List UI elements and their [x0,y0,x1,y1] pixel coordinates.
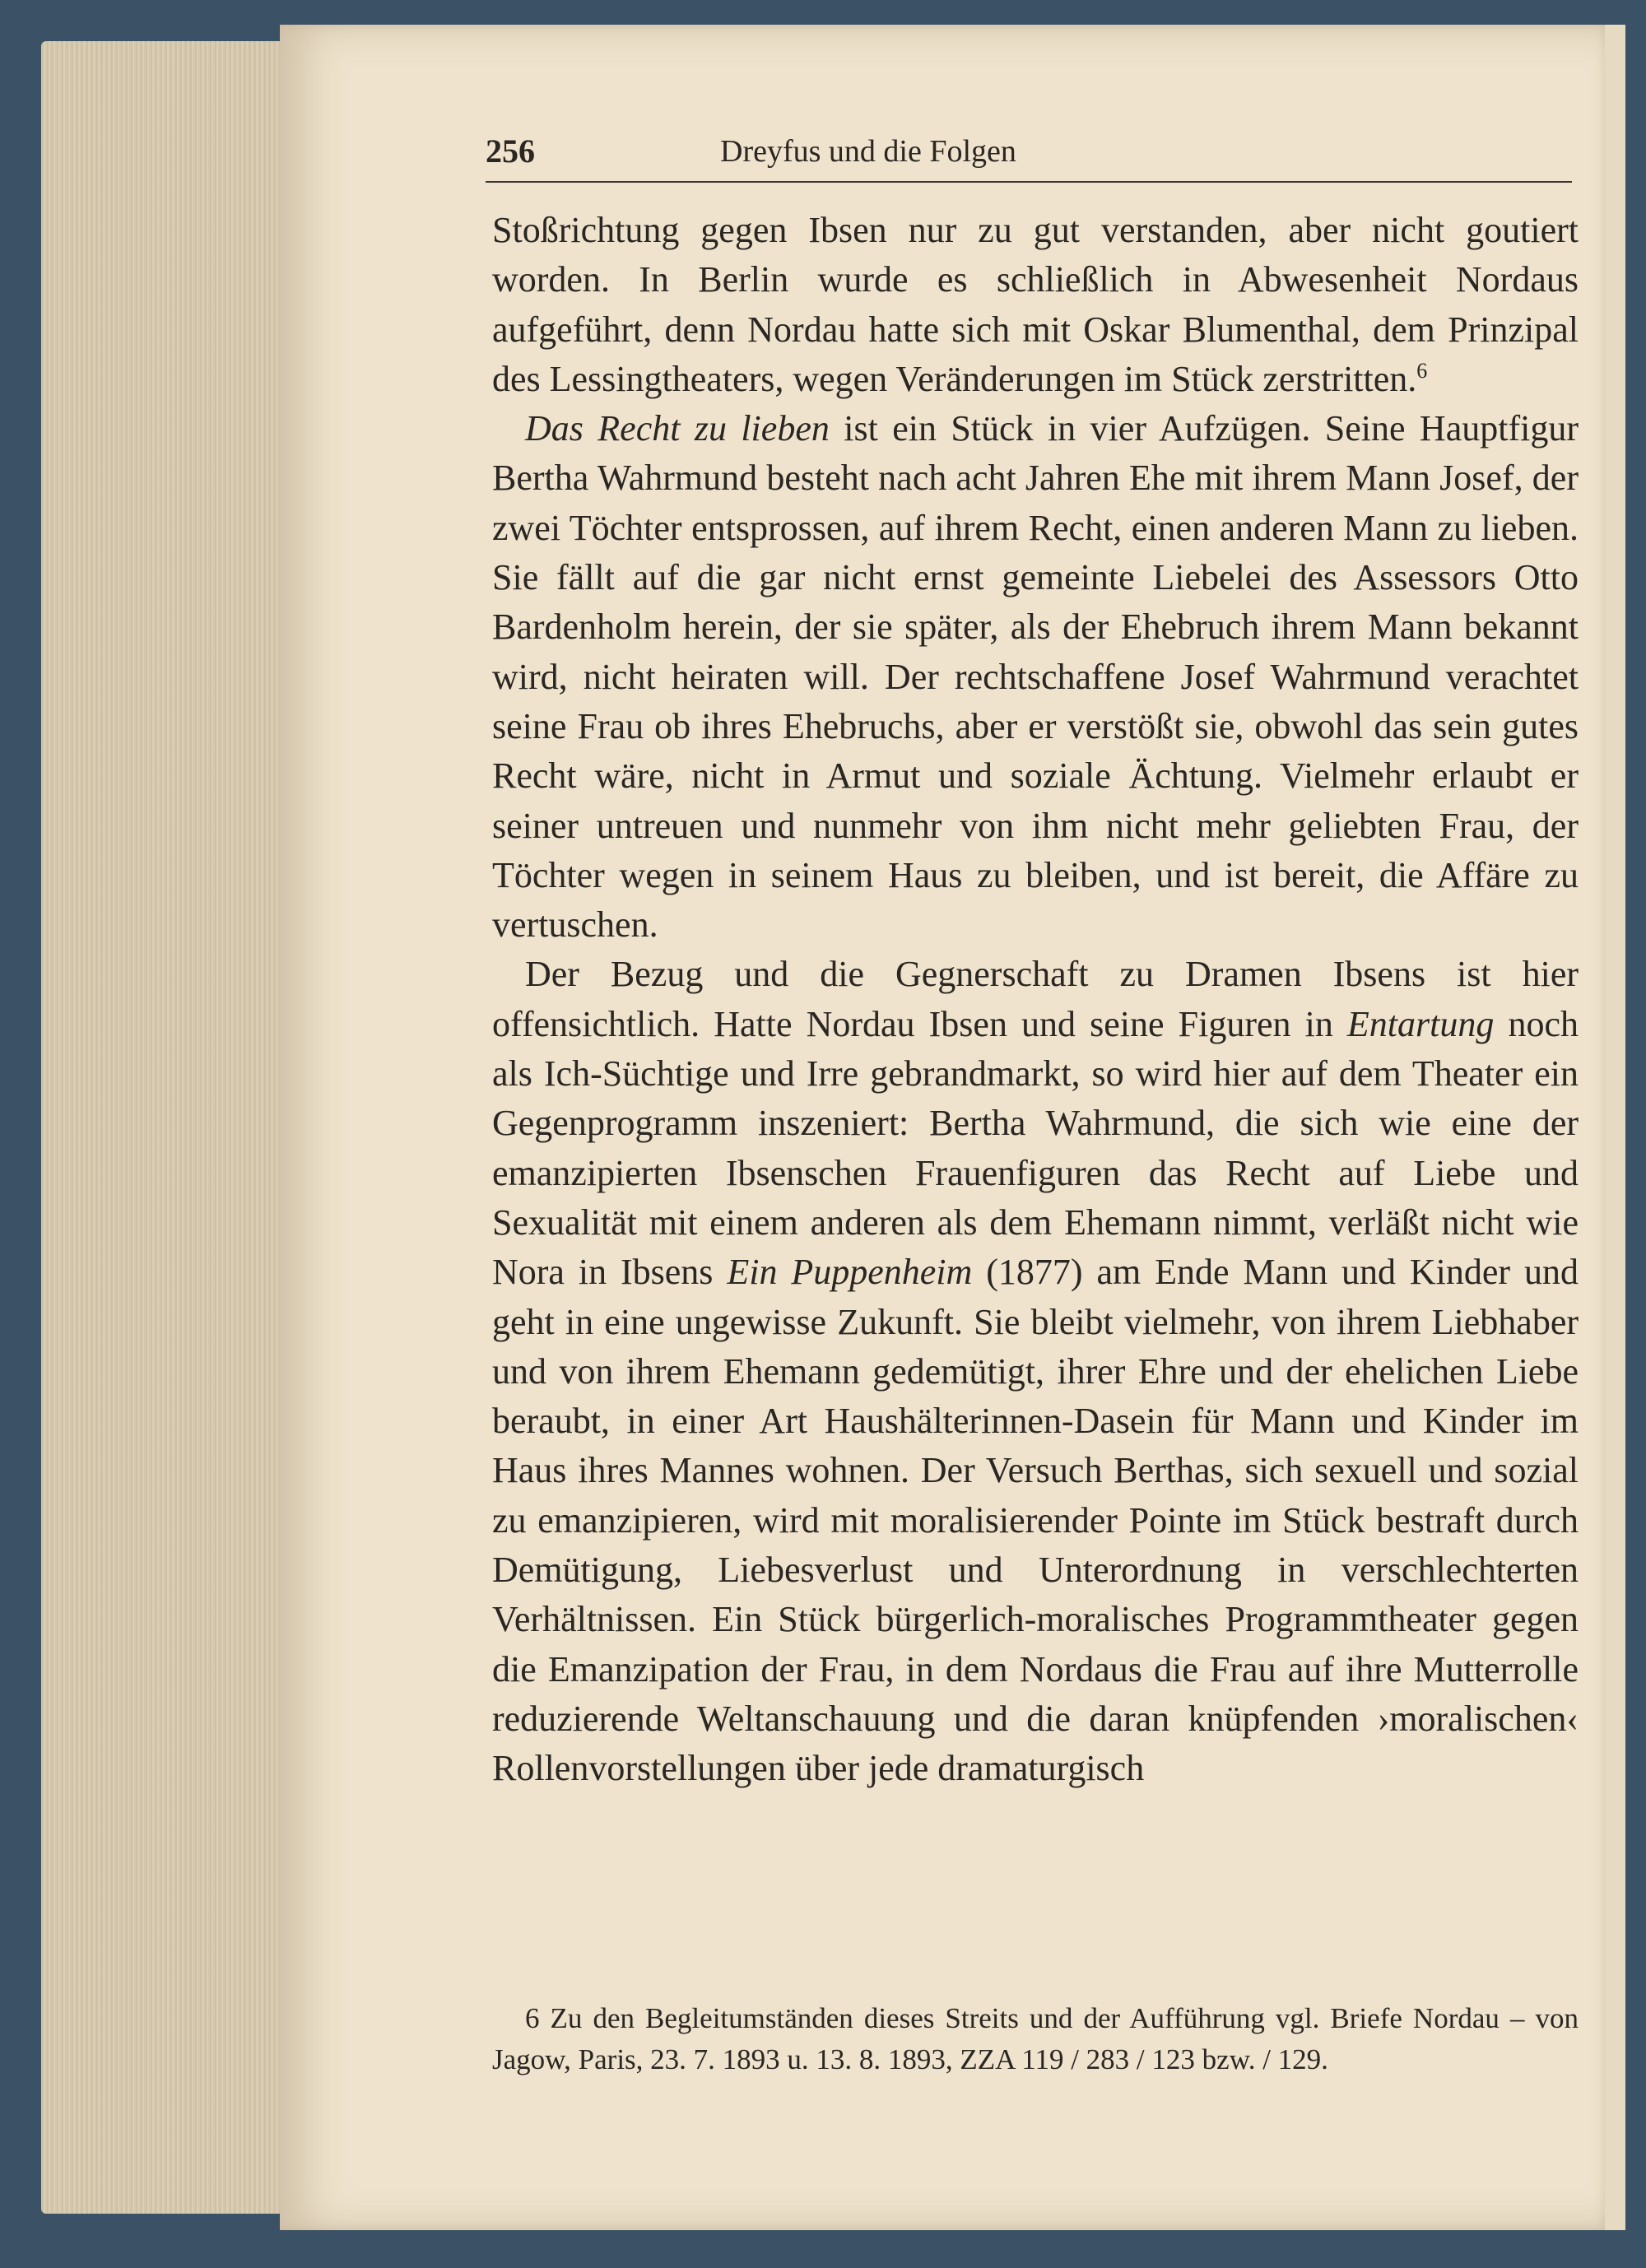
footnote [492,1998,1579,2080]
paragraph-1 [492,206,1579,404]
paragraph-3 [492,950,1579,1793]
footnote-reference: 6 [1416,358,1428,383]
paragraph-3-text-b: noch als Ich-Süchtige und Irre gebrandmarkt, so wird hier auf dem Theater ein Gegenprogramm inszeniert: Bertha Wahrmund, die sich wie eine der emanzipierten Ibsenschen Frauenfiguren das Recht auf Liebe und Sexualität mit einem anderen als dem Ehemann nimmt, verläßt nicht wie Nora in Ibsens [492,1003,1579,1293]
paragraph-3-text-c: (1877) am Ende Mann und Kinder und geht in eine ungewisse Zukunft. Sie bleibt vielmehr, von ihrem Liebhaber und von ihrem Ehemann gedemütigt, ihrer Ehre und der ehelichen Liebe beraubt, in einer Art Haushälterinnen-Dasein für Mann und Kinder im Haus ihres Mannes wohnen. Der Versuch Berthas, sich sexuell und sozial zu emanzipieren, wird mit moralisierender Pointe im Stück bestraft durch Demütigung, Liebesverlust und Unterordnung in verschlechterten Verhältnissen. Ein Stück bürgerlich-moralisches Programmtheater gegen die Emanzipation der Frau, in dem Nordaus die Frau auf ihre Mutterrolle reduzierende Weltanschauung und die daran knüpfenden ›moralischen‹ Rollenvorstellungen über jede dramaturgisch [492,1252,1579,1789]
paragraph-2-text: ist ein Stück in vier Aufzügen. Seine Hauptfigur Bertha Wahrmund besteht nach acht Jahren Ehe mit ihrem Mann Josef, der zwei Töchter entsprossen, auf ihrem Recht, einen anderen Mann zu lieben. Sie fällt auf die gar nicht ernst gemeinte Liebelei des Assessors Otto Bardenholm herein, der sie später, als der Ehebruch ihrem Mann bekannt wird, nicht heiraten will. Der rechtschaffene Josef Wahrmund verachtet seine Frau ob ihres Ehebruchs, aber er verstößt sie, obwohl das sein gutes Recht wäre, nicht in Armut und soziale Ächtung. Vielmehr erlaubt er seiner untreuen und nunmehr von ihm nicht mehr geliebten Frau, der Töchter wegen in seinem Haus zu bleiben, und ist bereit, die Affäre zu vertuschen. [492,408,1579,946]
footnote-text: Zu den Begleitumständen dieses Streits und der Aufführung vgl. Briefe Nordau – von Jagow, Paris, 23. 7. 1893 u. 13. 8. 1893, ZZA 119 / 283 / 123 bzw. / 129. [492,2002,1579,2075]
book-page-edges [41,41,288,2214]
running-title: Dreyfus und die Folgen [720,134,1016,169]
paragraph-3-text-a: Der Bezug und die Gegnerschaft zu Dramen Ibsens ist hier offensichtlich. Hatte Nordau Ibsen und seine Figuren in [492,954,1579,1044]
page-right-margin [1605,25,1625,2230]
work-title-entartung: Entartung [1346,1003,1495,1044]
page-number: 256 [486,132,535,170]
main-text [492,206,1579,1794]
play-title: Das Recht zu lieben [525,408,830,449]
footnote-number: 6 [525,2002,540,2034]
paragraph-1-text: Stoßrichtung gegen Ibsen nur zu gut verstanden, aber nicht goutiert worden. In Berlin wurde es schließlich in Abwesenheit Nordaus aufgeführt, denn Nordau hatte sich mit Oskar Blumenthal, dem Prinzipal des Lessingtheaters, wegen Veränderungen im Stück zerstritten. [492,210,1579,399]
work-title-puppenheim: Ein Puppenheim [727,1252,973,1293]
paragraph-2 [492,404,1579,950]
running-header [486,132,1572,183]
